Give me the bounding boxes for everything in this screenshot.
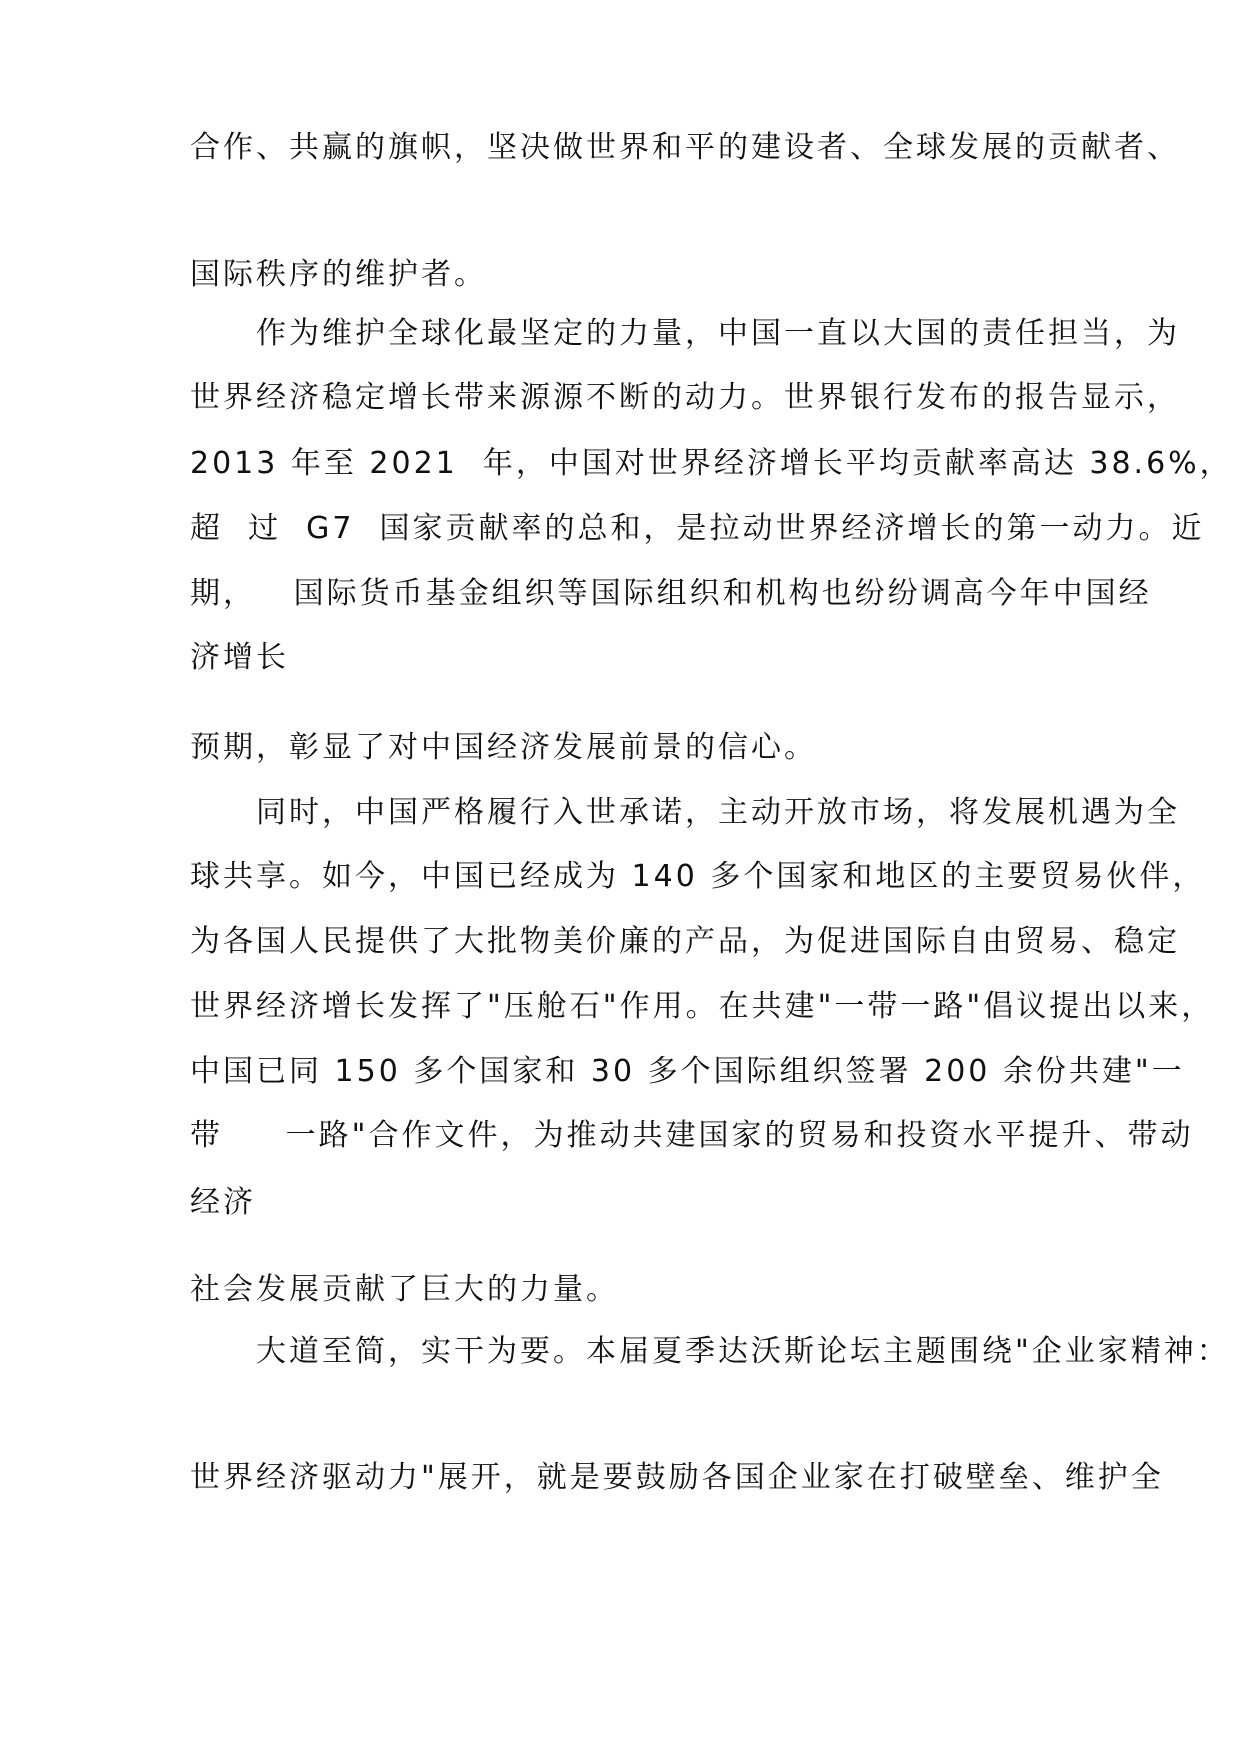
paragraph-line: 国际秩序的维护者。 [190,257,487,292]
paragraph-line: 作为维护全球化最坚定的力量，中国一直以大国的责任担当，为 [190,316,1180,351]
paragraph-line: 合作、共赢的旗帜，坚决做世界和平的建设者、全球发展的贡献者、 [190,130,1180,165]
paragraph-line: 超 过 G7 国家贡献率的总和，是拉动世界经济增长的第一动力。近 [190,511,1205,546]
paragraph-line: 期， 国际货币基金组织等国际组织和机构也纷纷调高今年中国经 [190,576,1152,611]
paragraph-line: 世界经济增长发挥了"压舱石"作用。在共建"一带一路"倡议提出以来， [190,989,1215,1024]
paragraph-line: 预期，彰显了对中国经济发展前景的信心。 [190,730,817,765]
paragraph-line: 社会发展贡献了巨大的力量。 [190,1272,619,1307]
paragraph-line: 经济 [190,1185,256,1220]
paragraph-line: 大道至简，实干为要。本届夏季达沃斯论坛主题围绕"企业家精神： [190,1334,1230,1369]
paragraph-line: 为各国人民提供了大批物美价廉的产品，为促进国际自由贸易、稳定 [190,924,1180,959]
paragraph-line: 球共享。如今，中国已经成为 140 多个国家和地区的主要贸易伙伴， [190,859,1206,894]
paragraph-line: 世界经济稳定增长带来源源不断的动力。世界银行发布的报告显示， [190,380,1180,415]
paragraph-line: 2013 年至 2021 年，中国对世界经济增长平均贡献率高达 38.6%， [190,446,1233,481]
paragraph-line: 中国已同 150 多个国家和 30 多个国际组织签署 200 余份共建"一 [190,1054,1185,1089]
paragraph-line: 济增长 [190,640,289,675]
paragraph-line: 同时，中国严格履行入世承诺，主动开放市场，将发展机遇为全 [190,795,1180,830]
paragraph-line: 带 一路"合作文件，为推动共建国家的贸易和投资水平提升、带动 [190,1118,1194,1153]
paragraph-line: 世界经济驱动力"展开，就是要鼓励各国企业家在打破壁垒、维护全 [190,1460,1164,1495]
